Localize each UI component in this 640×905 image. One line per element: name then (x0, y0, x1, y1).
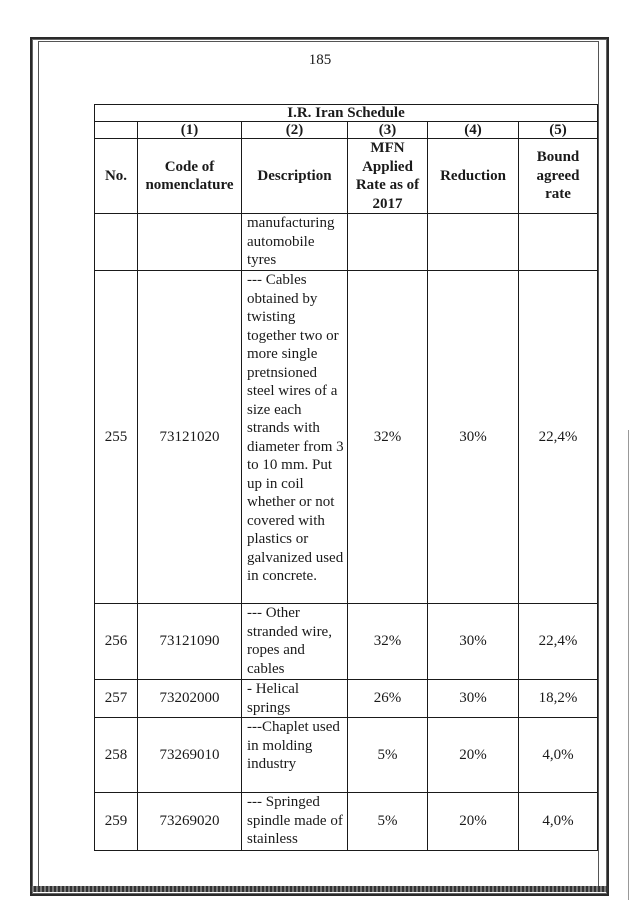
cell-mfn: 32% (348, 604, 428, 680)
table-row (95, 680, 598, 718)
column-number-row (95, 122, 598, 139)
cell-code: 73202000 (138, 680, 242, 718)
cell-reduction: 30% (428, 604, 519, 680)
cell-mfn (348, 214, 428, 271)
cell-reduction: 20% (428, 793, 519, 851)
cell-no: 258 (95, 718, 138, 793)
table-row (95, 793, 598, 851)
cell-bound: 22,4% (519, 604, 598, 680)
cell-reduction: 20% (428, 718, 519, 793)
header-reduction: Reduction (428, 139, 519, 214)
cell-code: 73121090 (138, 604, 242, 680)
header-description: Description (242, 139, 348, 214)
cell-bound: 4,0% (519, 793, 598, 851)
column-number: (4) (428, 122, 519, 139)
scan-edge-line (628, 430, 629, 900)
column-number: (1) (138, 122, 242, 139)
table-title: I.R. Iran Schedule (95, 105, 598, 122)
cell-reduction: 30% (428, 271, 519, 604)
header-no: No. (95, 139, 138, 214)
cell-no (95, 214, 138, 271)
cell-code: 73269010 (138, 718, 242, 793)
cell-bound: 4,0% (519, 718, 598, 793)
cell-description: --- Other stranded wire, ropes and cables (242, 604, 348, 680)
cell-description: manufacturing automobile tyres (242, 214, 348, 271)
cell-description: --- Cables obtained by twisting together two or more single pretnsioned steel wires of a size each strands with diameter from 3 to 10 mm. Put up in coil whether or not covered with plastics or galvanized used in concrete. (242, 271, 348, 604)
cell-reduction: 30% (428, 680, 519, 718)
cell-reduction (428, 214, 519, 271)
cell-no: 259 (95, 793, 138, 851)
table-row (95, 718, 598, 793)
cell-bound: 22,4% (519, 271, 598, 604)
schedule-table (94, 104, 598, 851)
cell-mfn: 5% (348, 718, 428, 793)
column-number-blank (95, 122, 138, 139)
table-title-row (95, 105, 598, 122)
table-row-continuation (95, 214, 598, 271)
cell-no: 257 (95, 680, 138, 718)
header-code: Code of nomenclature (138, 139, 242, 214)
cell-description: - Helical springs (242, 680, 348, 718)
cell-mfn: 32% (348, 271, 428, 604)
column-number: (3) (348, 122, 428, 139)
cell-bound: 18,2% (519, 680, 598, 718)
cell-no: 255 (95, 271, 138, 604)
table-row (95, 604, 598, 680)
cell-mfn: 5% (348, 793, 428, 851)
column-number: (5) (519, 122, 598, 139)
page-bottom-shadow (30, 886, 608, 892)
header-bound-rate: Bound agreed rate (519, 139, 598, 214)
column-number: (2) (242, 122, 348, 139)
cell-mfn: 26% (348, 680, 428, 718)
cell-no: 256 (95, 604, 138, 680)
cell-code (138, 214, 242, 271)
cell-code: 73121020 (138, 271, 242, 604)
header-mfn-rate: MFN Applied Rate as of 2017 (348, 139, 428, 214)
cell-code: 73269020 (138, 793, 242, 851)
page-number: 185 (308, 52, 332, 68)
cell-bound (519, 214, 598, 271)
header-row (95, 139, 598, 214)
cell-description: --- Springed spindle made of stainless (242, 793, 348, 851)
table-row (95, 271, 598, 604)
cell-description: ---Chaplet used in molding industry (242, 718, 348, 793)
